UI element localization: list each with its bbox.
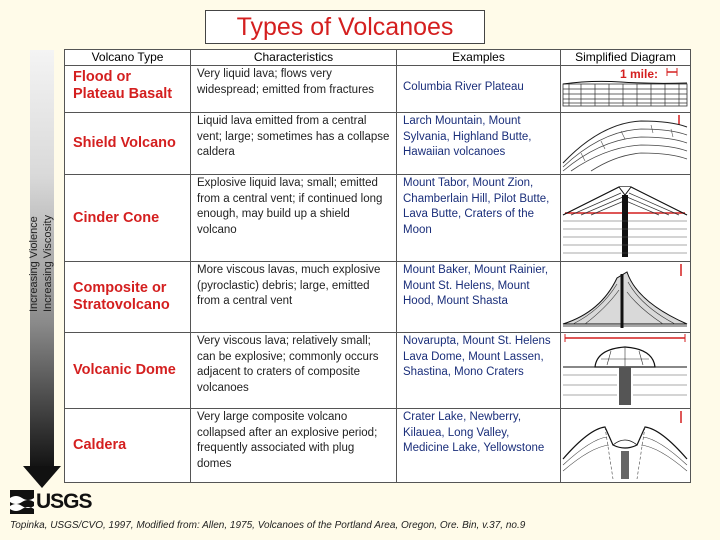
table-row xyxy=(65,333,691,409)
volcano-types-table xyxy=(64,49,691,483)
examples-cell: Larch Mountain, Mount Sylvania, Highland Butte, Hawaiian volcanoes xyxy=(397,113,561,175)
table-row xyxy=(65,175,691,262)
down-arrow-icon xyxy=(23,466,61,488)
header-characteristics: Characteristics xyxy=(191,50,397,66)
table-row xyxy=(65,66,691,113)
examples-cell: Mount Tabor, Mount Zion, Chamberlain Hill, Pilot Butte, Lava Butte, Craters of the Moon xyxy=(397,175,561,262)
scale-label: 1 mile: xyxy=(619,67,658,81)
volcano-type-name: Flood or Plateau Basalt xyxy=(65,66,191,113)
examples-cell: Novarupta, Mount St. Helens Lava Dome, Mount Lassen, Shastina, Mono Craters xyxy=(397,333,561,409)
examples-cell: Columbia River Plateau xyxy=(397,66,561,113)
header-examples: Examples xyxy=(397,50,561,66)
increasing-violence-label: Increasing Violence xyxy=(28,216,40,312)
table-row xyxy=(65,113,691,175)
volcano-type-name: Volcanic Dome xyxy=(65,333,191,409)
table-row xyxy=(65,409,691,483)
characteristics-cell: Very viscous lava; relatively small; can be explosive; commonly occurs adjacent to craters of composite volcanoes xyxy=(191,333,397,409)
cinder-cone-diagram xyxy=(561,175,691,262)
examples-cell: Mount Baker, Mount Rainier, Mount St. Helens, Mount Hood, Mount Shasta xyxy=(397,262,561,333)
page-title: Types of Volcanoes xyxy=(205,10,485,44)
characteristics-cell: Very large composite volcano collapsed after an explosive period; frequently associated with plug domes xyxy=(191,409,397,483)
volcano-type-name: Shield Volcano xyxy=(65,113,191,175)
examples-cell: Crater Lake, Newberry, Kilauea, Long Valley, Medicine Lake, Yellowstone xyxy=(397,409,561,483)
volcano-type-name: Composite or Stratovolcano xyxy=(65,262,191,333)
volcano-type-name: Caldera xyxy=(65,409,191,483)
shield-volcano-diagram xyxy=(561,113,691,175)
usgs-logo-text: USGS xyxy=(36,490,92,513)
characteristics-cell: Very liquid lava; flows very widespread; emitted from fractures xyxy=(191,66,397,113)
stratovolcano-diagram xyxy=(561,262,691,333)
table-header-row xyxy=(65,50,691,66)
characteristics-cell: Liquid lava emitted from a central vent; large; sometimes has a collapse caldera xyxy=(191,113,397,175)
header-simplified-diagram: Simplified Diagram xyxy=(561,50,691,66)
flood-basalt-layers-diagram xyxy=(561,66,691,113)
table-row xyxy=(65,262,691,333)
increasing-viscosity-label: Increasing Viscosity xyxy=(42,214,54,312)
usgs-wave-mark-icon xyxy=(10,490,34,514)
header-volcano-type: Volcano Type xyxy=(65,50,191,66)
citation: Topinka, USGS/CVO, 1997, Modified from: Allen, 1975, Volcanoes of the Portland Area, Oregon, Ore. Bin, v.37, no.9 xyxy=(10,520,526,531)
characteristics-cell: More viscous lavas, much explosive (pyroclastic) debris; large, emitted from a central vent xyxy=(191,262,397,333)
caldera-diagram xyxy=(561,409,691,483)
characteristics-cell: Explosive liquid lava; small; emitted from a central vent; if continued long enough, may build up a shield volcano xyxy=(191,175,397,262)
usgs-logo xyxy=(10,490,110,514)
volcanic-dome-diagram xyxy=(561,333,691,409)
volcano-type-name: Cinder Cone xyxy=(65,175,191,262)
